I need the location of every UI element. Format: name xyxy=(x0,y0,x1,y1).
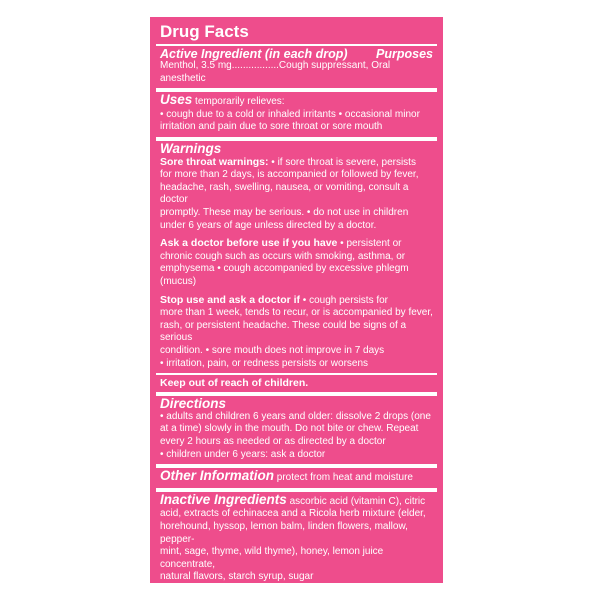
inactive-ingredients-heading: Inactive Ingredients xyxy=(160,491,287,507)
inactive-ingredients-section xyxy=(156,492,437,587)
warning-text: headache, rash, swelling, nausea, or vomiting, consult a doctor xyxy=(160,181,409,206)
warning-text: for more than 2 days, is accompanied or followed by fever, xyxy=(160,169,419,181)
warning-text: • cough persists for xyxy=(300,294,389,306)
warning-text: promptly. These may be serious. • do not use in children xyxy=(160,207,409,219)
uses-intro: temporarily relieves: xyxy=(192,96,285,108)
inactive-ingredients-text: horehound, hyssop, lemon balm, linden flowers, mallow, pepper- xyxy=(160,521,408,545)
active-ingredient-heading: Active Ingredient (in each drop) xyxy=(160,46,348,61)
stop-use-label: Stop use and ask a doctor if xyxy=(160,293,301,306)
warning-text: condition. • sore mouth does not improve in 7 days xyxy=(160,344,385,356)
directions-text: every 2 hours as needed or as directed by a doctor xyxy=(160,436,386,448)
other-information-section xyxy=(156,468,437,488)
warning-text: rash, or persistent headache. These could be signs of a serious xyxy=(160,319,407,344)
uses-line: • cough due to a cold or inhaled irritants • occasional minor xyxy=(160,108,420,120)
active-ingredient-section xyxy=(156,46,437,89)
other-information-text: protect from heat and moisture xyxy=(274,472,413,484)
directions-text: • adults and children 6 years and older: dissolve 2 drops (one xyxy=(160,410,431,422)
inactive-ingredients-text: mint, sage, thyme, wild thyme), honey, lemon juice concentrate, xyxy=(160,546,384,570)
warning-text: • irritation, pain, or redness persists or worsens xyxy=(160,357,369,369)
uses-section xyxy=(156,92,437,137)
directions-heading: Directions xyxy=(160,396,227,412)
inactive-ingredients-text: natural flavors, starch syrup, sugar xyxy=(160,571,314,583)
drug-facts-panel xyxy=(150,17,443,583)
other-information-heading: Other Information xyxy=(160,468,274,484)
keep-out-of-reach-text: Keep out of reach of children. xyxy=(160,376,309,389)
uses-line: irritation and pain due to sore throat or sore mouth xyxy=(160,121,383,133)
warning-text: chronic cough such as occurs with smoking, asthma, or xyxy=(160,250,406,262)
directions-text: • children under 6 years: ask a doctor xyxy=(160,448,326,460)
uses-heading: Uses xyxy=(160,92,193,108)
drug-facts-title: Drug Facts xyxy=(160,22,249,41)
keep-out-section xyxy=(156,375,437,393)
directions-section xyxy=(156,396,437,464)
warnings-section xyxy=(156,141,437,373)
warning-text: more than 1 week, tends to recur, or is accompanied by fever, xyxy=(160,307,433,319)
warning-text: • if sore throat is severe, persists xyxy=(268,156,416,168)
warnings-heading: Warnings xyxy=(160,141,222,157)
warning-text: under 6 years of age unless directed by a doctor. xyxy=(160,219,377,231)
active-ingredient-line: Menthol, 3.5 mg.................Cough suppressant, Oral anesthetic xyxy=(160,60,391,84)
purposes-heading: Purposes xyxy=(376,46,433,61)
inactive-ingredients-text: acid, extracts of echinacea and a Ricola herb mixture (elder, xyxy=(160,508,426,520)
directions-text: at a time) slowly in the mouth. Do not bite or chew. Repeat xyxy=(160,423,419,435)
inactive-ingredients-text: ascorbic acid (vitamin C), citric xyxy=(286,495,426,507)
warning-text: emphysema • cough accompanied by excessive phlegm (mucus) xyxy=(160,263,409,287)
ask-doctor-label: Ask a doctor before use if you have xyxy=(160,237,338,250)
warning-text: • persistent or xyxy=(337,238,402,250)
sore-throat-warning-label: Sore throat warnings: xyxy=(160,155,269,168)
